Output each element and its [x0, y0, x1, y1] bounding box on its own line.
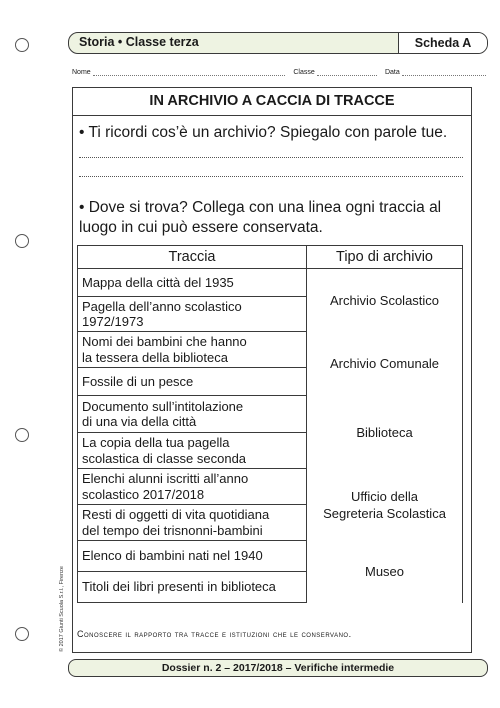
trace-cell[interactable]: La copia della tua pagella scolastica di classe seconda: [78, 433, 307, 469]
question-1: • Ti ricordi cos’è un archivio? Spiegalo con parole tue.: [79, 124, 448, 141]
name-field[interactable]: [93, 68, 286, 76]
sheet-label: Scheda A: [398, 33, 487, 53]
date-label: Data: [384, 69, 400, 76]
answer-line[interactable]: [79, 176, 463, 177]
archive-cell[interactable]: Biblioteca: [307, 396, 463, 469]
question-2: • Dove si trova? Collega con una linea ogni traccia al luogo in cui può essere conservata.: [79, 199, 442, 236]
column-header-archive: Tipo di archivio: [307, 246, 463, 269]
footer-bar: Dossier n. 2 – 2017/2018 – Verifiche intermedie: [68, 659, 488, 677]
binder-hole: [15, 428, 29, 442]
header-bar: [68, 32, 488, 54]
learning-objective: Conoscere il rapporto tra tracce e istituzioni che le conservano.: [77, 629, 352, 639]
student-fields: [72, 68, 486, 76]
binder-hole: [15, 627, 29, 641]
date-field[interactable]: [402, 68, 486, 76]
archive-cell[interactable]: Museo: [307, 541, 463, 603]
trace-cell[interactable]: Nomi dei bambini che hanno la tessera della biblioteca: [78, 332, 307, 368]
trace-cell[interactable]: Resti di oggetti di vita quotidiana del tempo dei trisnonni-bambini: [78, 505, 307, 541]
binder-hole: [15, 38, 29, 52]
archive-cell[interactable]: Archivio Scolastico: [307, 269, 463, 332]
traces-table: [77, 245, 463, 603]
trace-cell[interactable]: Mappa della città del 1935: [78, 269, 307, 297]
worksheet-frame: [72, 87, 472, 653]
answer-line[interactable]: [79, 157, 463, 158]
archive-cell[interactable]: Archivio Comunale: [307, 332, 463, 396]
archive-cell[interactable]: Ufficio della Segreteria Scolastica: [307, 469, 463, 541]
trace-cell[interactable]: Elenco di bambini nati nel 1940: [78, 541, 307, 572]
class-label: Classe: [293, 69, 315, 76]
name-label: Nome: [72, 69, 91, 76]
column-header-trace: Traccia: [78, 246, 307, 269]
subject-label: Storia • Classe terza: [79, 35, 199, 49]
trace-cell[interactable]: Pagella dell’anno scolastico 1972/1973: [78, 297, 307, 332]
class-field[interactable]: [317, 68, 377, 76]
title-divider: [73, 115, 471, 116]
worksheet-title: IN ARCHIVIO A CACCIA DI TRACCE: [149, 93, 395, 109]
trace-cell[interactable]: Fossile di un pesce: [78, 368, 307, 396]
trace-cell[interactable]: Documento sull’intitolazione di una via della città: [78, 396, 307, 433]
trace-cell[interactable]: Elenchi alunni iscritti all’anno scolastico 2017/2018: [78, 469, 307, 505]
binder-hole: [15, 234, 29, 248]
copyright-notice: © 2017 Giunti Scuola S.r.l., Firenze: [59, 566, 65, 652]
trace-cell[interactable]: Titoli dei libri presenti in biblioteca: [78, 572, 307, 603]
